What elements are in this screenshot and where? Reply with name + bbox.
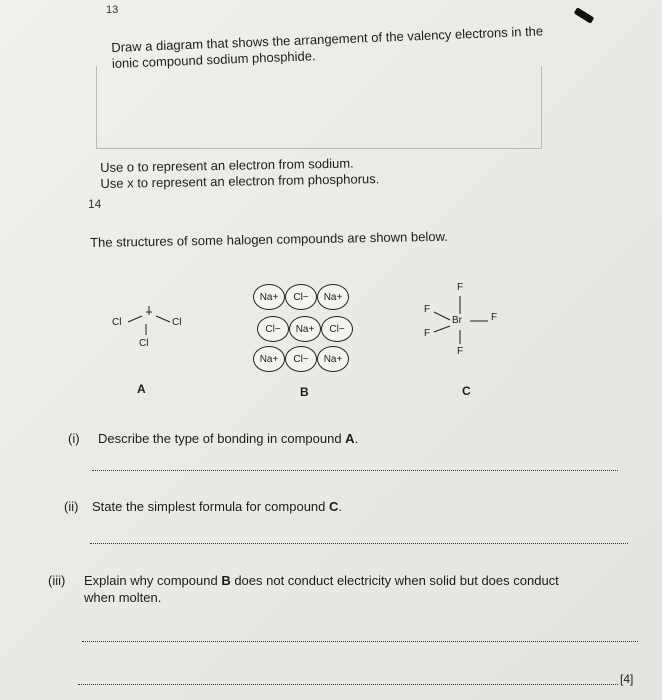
- part-iii-line2: when molten.: [84, 590, 162, 605]
- marks-total: [4]: [620, 672, 634, 686]
- compound-c-f-right: F: [491, 312, 498, 323]
- question-14-intro: The structures of some halogen compounds are shown below.: [90, 228, 448, 250]
- part-i-end: .: [354, 431, 359, 446]
- lattice-ion: Na+: [289, 316, 321, 342]
- lattice-ion: Na+: [317, 284, 349, 310]
- lattice-ion: Na+: [253, 284, 285, 310]
- compound-c-f-left-bottom: F: [424, 328, 431, 339]
- question-13-number: 13: [106, 4, 119, 16]
- answer-line-ii[interactable]: [90, 543, 628, 544]
- part-ii-end: .: [338, 499, 343, 514]
- compound-c-f-left-top: F: [424, 304, 431, 315]
- compound-b-label: B: [300, 385, 309, 399]
- part-ii-text: State the simplest formula for compound: [92, 499, 330, 514]
- question-13-prompt: [111, 23, 544, 72]
- lattice-ion: Cl−: [321, 316, 353, 342]
- part-i-compound: A: [345, 431, 355, 446]
- compound-a-cl-left: Cl: [112, 317, 122, 328]
- part-iii-question: [84, 572, 644, 606]
- lattice-ion: Cl−: [285, 346, 317, 372]
- part-iii-rest: does not conduct electricity when solid but does conduct: [230, 573, 559, 588]
- compound-a-structure: [108, 302, 198, 362]
- answer-box[interactable]: [96, 66, 542, 149]
- part-i-question: [98, 430, 358, 447]
- compound-a-bonds: [108, 302, 198, 362]
- compound-c-f-top: F: [457, 282, 464, 293]
- question-13-instructions: [100, 155, 379, 192]
- compound-c-br: Br: [452, 315, 462, 326]
- compound-b-lattice: [253, 282, 363, 374]
- question-13-prompt-line1: Draw a diagram that shows the arrangement of the valency electrons in the: [111, 23, 544, 55]
- compound-c-bonds: [420, 282, 520, 360]
- corner-mark: [574, 7, 595, 24]
- part-ii-compound: C: [329, 499, 339, 514]
- answer-line-i[interactable]: [92, 470, 618, 471]
- lattice-ion: Cl−: [285, 284, 317, 310]
- compound-c-structure: [420, 282, 520, 360]
- part-iii-number: (iii): [48, 573, 66, 588]
- compound-a-label: A: [137, 382, 146, 396]
- lattice-ion: Cl−: [257, 316, 289, 342]
- part-i-text: Describe the type of bonding in compound: [98, 431, 346, 446]
- question-14-number: 14: [88, 197, 102, 211]
- part-iii-text: Explain why compound: [84, 573, 222, 588]
- part-ii-number: (ii): [64, 499, 79, 514]
- instruction-phosphorus: Use x to represent an electron from phosphorus.: [100, 171, 380, 191]
- compound-c-f-bottom: F: [457, 346, 464, 357]
- compound-c-label: C: [462, 384, 471, 398]
- instruction-sodium: Use o to represent an electron from sodium.: [100, 155, 354, 175]
- part-iii-line1: [84, 572, 644, 589]
- lattice-ion: Na+: [317, 346, 349, 372]
- question-13-prompt-line2: ionic compound sodium phosphide.: [111, 48, 316, 71]
- part-iii-compound: B: [221, 573, 231, 588]
- answer-line-iii-1[interactable]: [82, 641, 638, 642]
- compound-a-cl-bottom: Cl: [139, 338, 149, 349]
- answer-line-iii-2[interactable]: [78, 684, 618, 685]
- part-ii-question: [92, 498, 342, 515]
- compound-a-cl-right: Cl: [172, 317, 182, 328]
- part-i-number: (i): [68, 431, 80, 446]
- lattice-ion: Na+: [253, 346, 285, 372]
